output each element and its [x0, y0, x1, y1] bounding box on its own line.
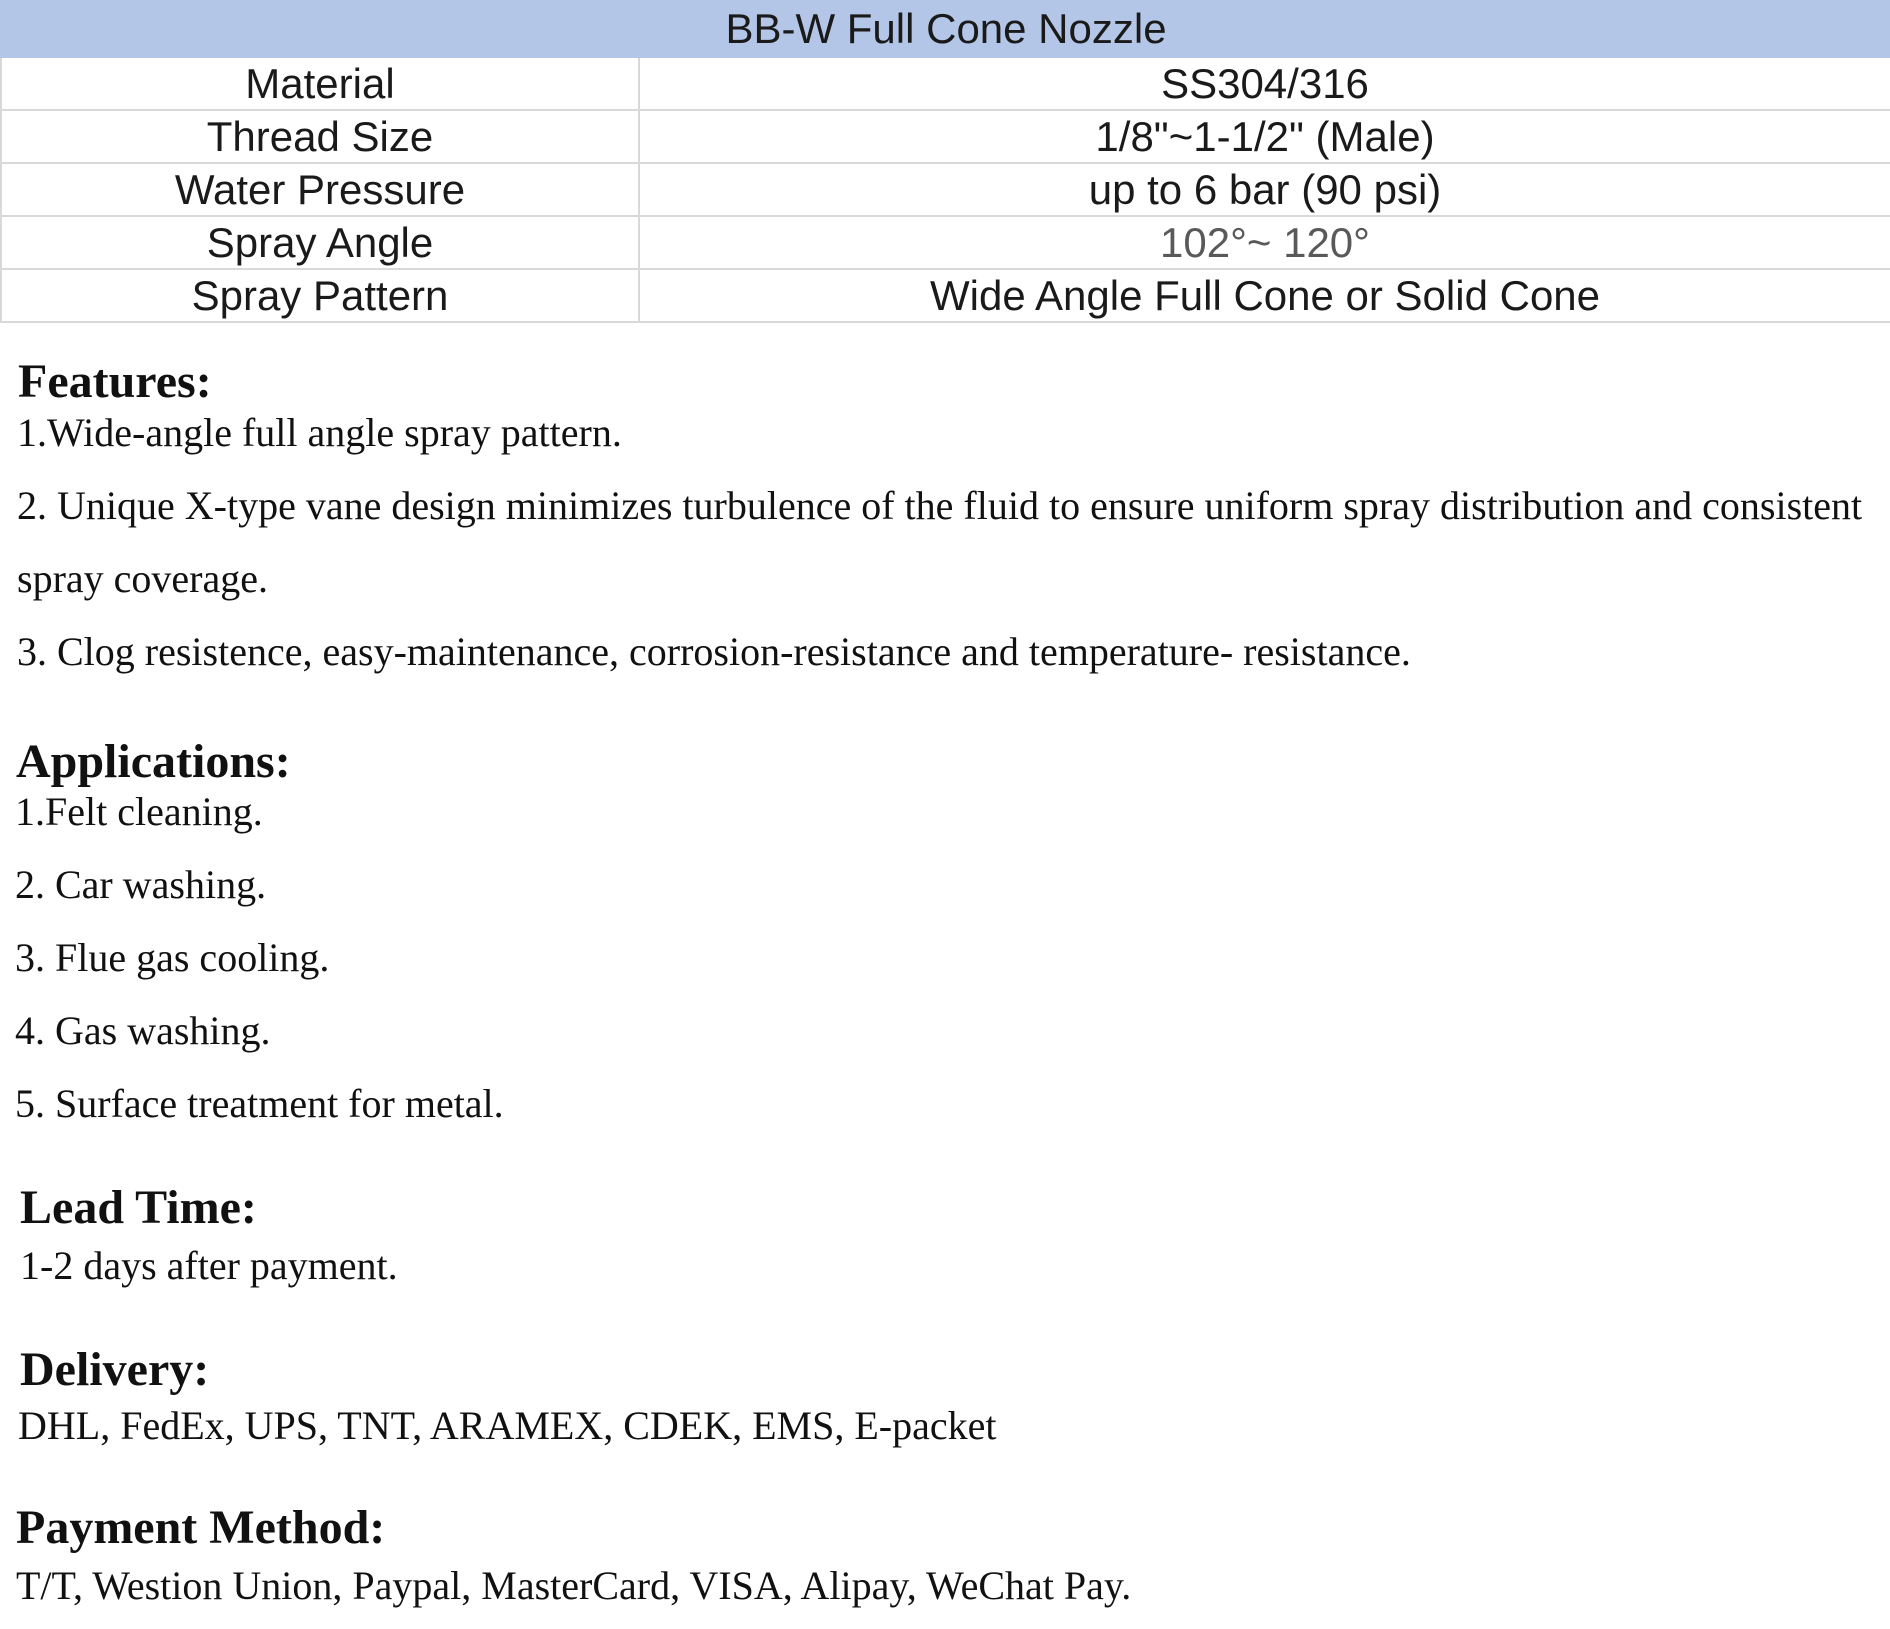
feature-item-3: 3. Clog resistence, easy-maintenance, corrosion-resistance and temperature- resistance. [17, 629, 1411, 674]
spec-label-material: Material [1, 57, 639, 110]
delivery-heading: Delivery: [20, 1343, 210, 1396]
delivery-section [0, 1343, 1890, 1396]
table-row [1, 163, 1890, 216]
application-item-5: 5. Surface treatment for metal. [15, 1081, 504, 1126]
spec-value-water-pressure: up to 6 bar (90 psi) [639, 163, 1890, 216]
table-row [1, 110, 1890, 163]
table-row [1, 269, 1890, 322]
payment-body [0, 1549, 1890, 1622]
spec-label-spray-pattern: Spray Pattern [1, 269, 639, 322]
applications-list [0, 775, 1890, 1140]
lead-time-body [0, 1229, 1890, 1302]
spec-value-material: SS304/316 [639, 57, 1890, 110]
spec-value-spray-pattern: Wide Angle Full Cone or Solid Cone [639, 269, 1890, 322]
applications-heading: Applications: [16, 735, 291, 788]
payment-text: T/T, Westion Union, Paypal, MasterCard, VISA, Alipay, WeChat Pay. [16, 1563, 1132, 1608]
application-item-2: 2. Car washing. [15, 862, 267, 907]
feature-item-1: 1.Wide-angle full angle spray pattern. [17, 410, 622, 455]
table-row [1, 216, 1890, 269]
spec-table [0, 0, 1890, 323]
spec-label-water-pressure: Water Pressure [1, 163, 639, 216]
lead-time-heading: Lead Time: [20, 1181, 257, 1234]
spec-label-spray-angle: Spray Angle [1, 216, 639, 269]
delivery-body [0, 1389, 1890, 1462]
application-item-3: 3. Flue gas cooling. [15, 935, 330, 980]
application-item-1: 1.Felt cleaning. [15, 789, 263, 834]
features-heading: Features: [18, 355, 212, 408]
spec-label-thread-size: Thread Size [1, 110, 639, 163]
table-row [1, 57, 1890, 110]
spec-table-title-row [1, 1, 1890, 57]
feature-item-2: 2. Unique X-type vane design minimizes turbulence of the fluid to ensure uniform spray distribution and consistent spray coverage. [17, 483, 1863, 601]
payment-section [0, 1501, 1890, 1554]
spec-value-thread-size: 1/8"~1-1/2" (Male) [639, 110, 1890, 163]
lead-time-section [0, 1181, 1890, 1234]
lead-time-text: 1-2 days after payment. [20, 1243, 398, 1288]
features-list [0, 396, 1890, 688]
spec-table-title: BB-W Full Cone Nozzle [1, 1, 1890, 57]
spec-value-spray-angle: 102°~ 120° [639, 216, 1890, 269]
delivery-text: DHL, FedEx, UPS, TNT, ARAMEX, CDEK, EMS, E-packet [18, 1403, 997, 1448]
application-item-4: 4. Gas washing. [15, 1008, 271, 1053]
payment-heading: Payment Method: [16, 1501, 386, 1554]
